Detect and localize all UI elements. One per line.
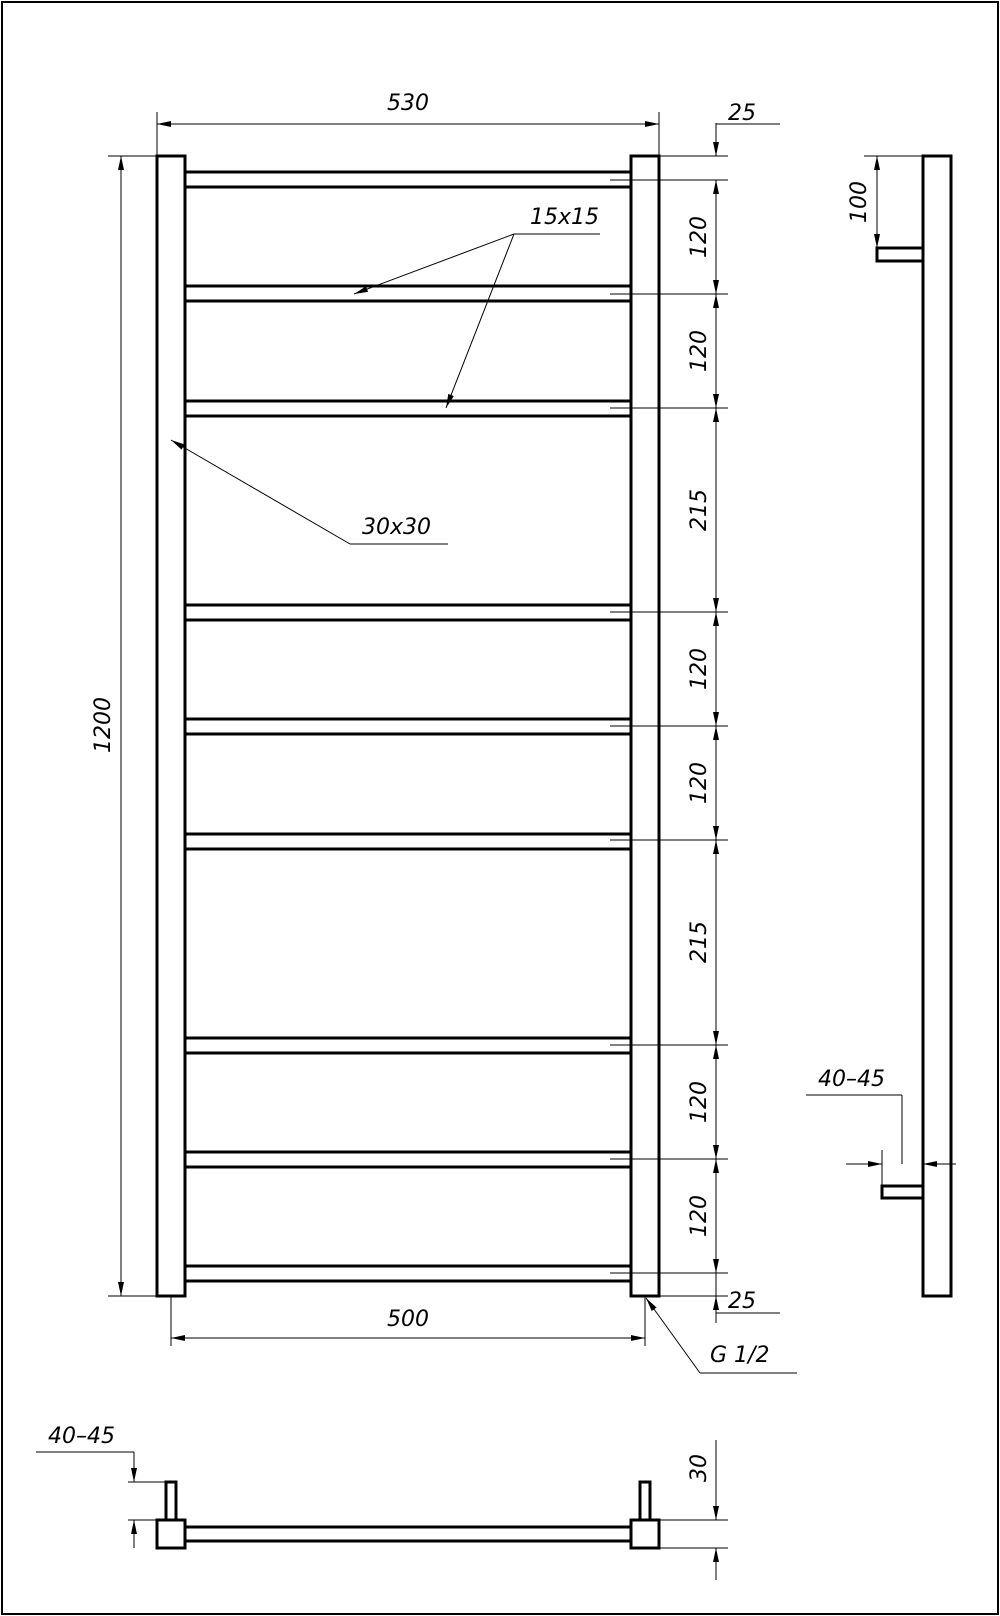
top-view-wall-gap-label: 40–45: [48, 1424, 115, 1449]
rail-profile-callout: [354, 234, 600, 408]
rung: [185, 834, 631, 849]
dim-overall-width: [157, 112, 659, 156]
side-view-offset-label: 100: [847, 181, 872, 223]
top-right-post: [631, 1520, 659, 1548]
side-view: [877, 156, 951, 1296]
overall-width-label: 530: [387, 91, 429, 116]
top-view-depth-label: 30: [687, 1454, 712, 1482]
rung: [185, 1152, 631, 1167]
top-rail: [185, 1527, 631, 1541]
top-left-post: [157, 1520, 185, 1548]
top-view: [157, 1482, 659, 1548]
inner-width-label: 500: [387, 1307, 429, 1332]
rung: [185, 401, 631, 416]
spacing-label: 120: [687, 762, 712, 804]
top-left-pipe: [166, 1482, 176, 1520]
spacing-label: 120: [687, 216, 712, 258]
spacing-label: 120: [687, 1081, 712, 1123]
side-top-pipe: [877, 248, 923, 261]
page-frame: [2, 2, 998, 1614]
side-bottom-pipe: [882, 1186, 923, 1198]
rung: [185, 286, 631, 301]
spacing-dimensions: [610, 123, 780, 1323]
rail-profile-label: 15x15: [530, 205, 600, 230]
spacing-label: 120: [687, 648, 712, 690]
thread-label: G 1/2: [710, 1343, 770, 1368]
dim-side-wall-gap: [806, 1095, 956, 1186]
top-offset-label: 25: [728, 101, 756, 126]
side-post: [923, 156, 951, 1296]
dim-side-offset: [864, 156, 923, 248]
spacing-label: 120: [687, 1195, 712, 1237]
spacing-label: 215: [687, 921, 712, 963]
spacing-label: 120: [687, 330, 712, 372]
dim-top-wall-gap: [36, 1452, 166, 1548]
overall-height-label: 1200: [91, 697, 116, 753]
spacing-label: 215: [687, 489, 712, 531]
bottom-offset-label: 25: [728, 1289, 756, 1314]
rung: [185, 605, 631, 620]
left-post: [157, 156, 185, 1296]
post-profile-label: 30x30: [362, 515, 432, 540]
rung: [185, 172, 631, 187]
top-right-pipe: [640, 1482, 650, 1520]
rung: [185, 1038, 631, 1053]
rung: [185, 1266, 631, 1281]
side-view-wall-gap-label: 40–45: [818, 1067, 885, 1092]
front-view: [157, 156, 659, 1296]
rungs: [185, 172, 631, 1281]
rung: [185, 719, 631, 734]
